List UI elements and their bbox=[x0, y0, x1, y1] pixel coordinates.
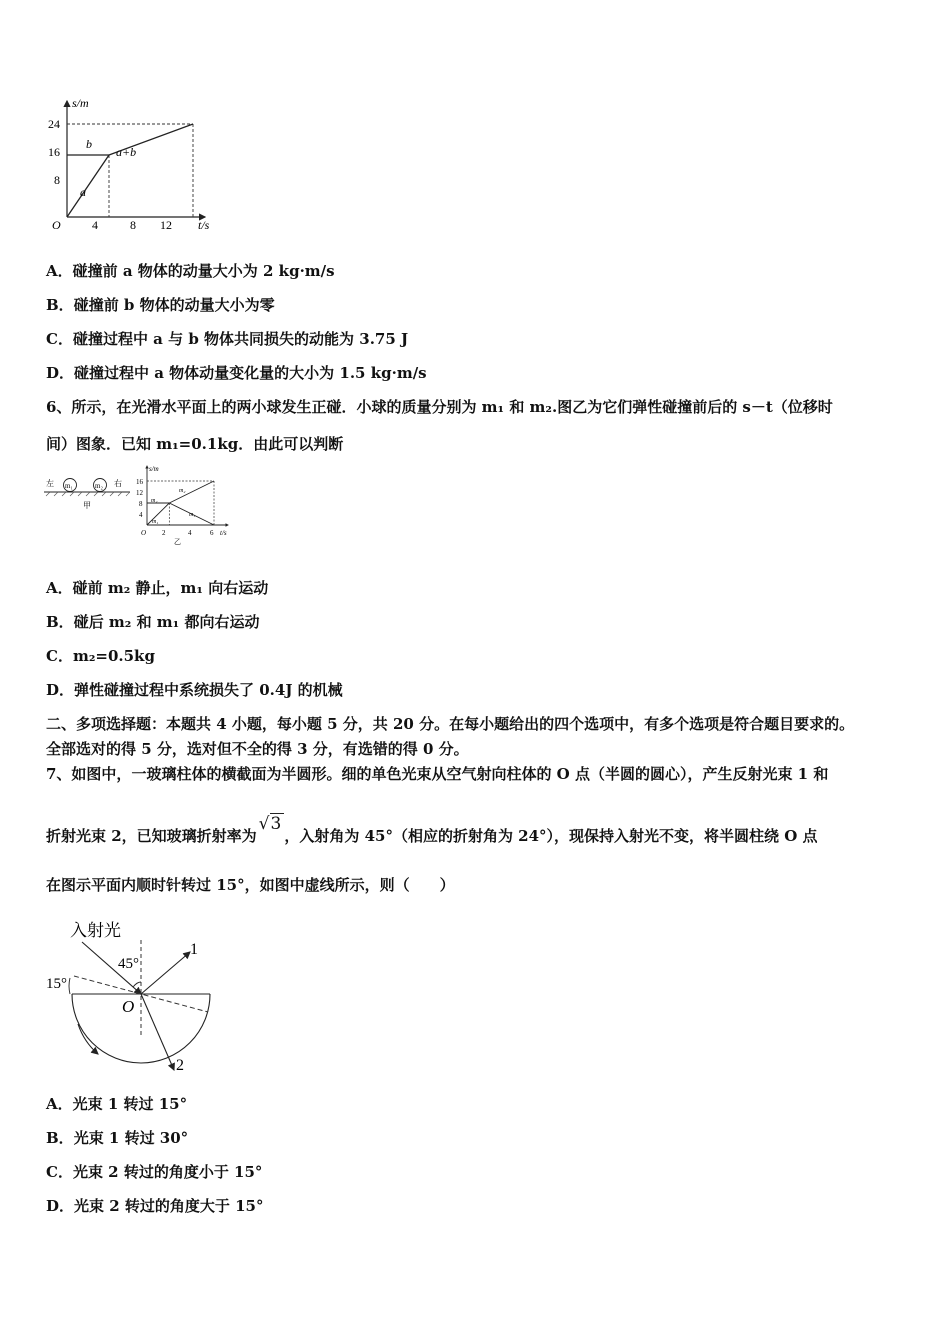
refracted-beam-2 bbox=[141, 994, 174, 1070]
option-letter: D． bbox=[46, 681, 75, 699]
x-tick-4: 4 bbox=[188, 529, 192, 537]
option-letter: D． bbox=[46, 364, 75, 382]
option-letter: A． bbox=[46, 1095, 73, 1113]
x-tick-12: 12 bbox=[160, 218, 172, 232]
option-letter: B． bbox=[46, 1129, 74, 1147]
q6-option-a bbox=[46, 578, 268, 598]
line-label-m2-after: m₂ bbox=[179, 488, 186, 494]
q7-stem-line2 bbox=[46, 814, 818, 846]
line-label-b: b bbox=[86, 137, 92, 151]
x-tick-2: 2 bbox=[162, 529, 166, 537]
option-letter: B． bbox=[46, 613, 74, 631]
y-tick-8: 8 bbox=[54, 173, 60, 187]
q6-option-c bbox=[46, 646, 155, 666]
option-text: 光束 2 转过的角度小于 15° bbox=[72, 1163, 263, 1181]
q7-stem-line1: 7、如图中，一玻璃柱体的横截面为半圆形。细的单色光束从空气射向柱体的 O 点（半圆的圆心），产生反射光束 1 和 bbox=[46, 765, 829, 783]
sqrt-symbol: √ bbox=[258, 814, 270, 834]
sqrt-value: 3 bbox=[270, 813, 285, 834]
figure-st-graph-1 bbox=[40, 95, 230, 235]
q7-option-c bbox=[46, 1162, 262, 1182]
beam-1-label: 1 bbox=[190, 941, 198, 958]
q7-option-a bbox=[46, 1094, 187, 1114]
origin-label: O bbox=[52, 218, 61, 232]
q7-stem-line2-part1: 折射光束 2，已知玻璃折射率为 bbox=[46, 827, 257, 845]
series-line-2 bbox=[169, 481, 214, 503]
option-letter: A． bbox=[46, 579, 73, 597]
option-text: 碰后 m₂ 和 m₁ 都向右运动 bbox=[73, 613, 260, 631]
q5-option-d bbox=[46, 363, 427, 383]
y-tick-4: 4 bbox=[139, 511, 143, 519]
y-axis-label: s/m bbox=[149, 465, 159, 473]
y-tick-24: 24 bbox=[48, 117, 60, 131]
beam-2-label: 2 bbox=[176, 1057, 184, 1074]
q5-option-a bbox=[46, 261, 335, 281]
angle-45-label: 45° bbox=[118, 956, 139, 972]
center-o-label: O bbox=[122, 997, 135, 1016]
origin-label: O bbox=[141, 529, 147, 537]
x-tick-8: 8 bbox=[130, 218, 136, 232]
q7-option-b bbox=[46, 1128, 188, 1148]
option-text: 光束 1 转过 15° bbox=[72, 1095, 188, 1113]
y-axis-label: s/m bbox=[72, 96, 89, 110]
incident-light-label: 入射光 bbox=[70, 921, 121, 940]
option-letter: B． bbox=[46, 296, 74, 314]
right-label: 右 bbox=[114, 479, 122, 488]
caption-jia: 甲 bbox=[83, 501, 91, 510]
option-text: 光束 2 转过的角度大于 15° bbox=[74, 1197, 264, 1215]
option-text: 碰撞前 a 物体的动量大小为 2 kg·m/s bbox=[72, 262, 335, 280]
option-letter: D． bbox=[46, 1197, 75, 1215]
y-tick-16: 16 bbox=[48, 145, 60, 159]
left-label: 左 bbox=[46, 479, 54, 488]
q5-option-c bbox=[46, 329, 408, 349]
angle-15-label: 15° bbox=[46, 976, 67, 992]
x-tick-4: 4 bbox=[92, 218, 98, 232]
q6-stem-line2: 间）图象．已知 m₁=0.1kg．由此可以判断 bbox=[46, 435, 344, 453]
line-label-m2-before: m₂ bbox=[151, 498, 158, 504]
figure-balls bbox=[44, 474, 130, 514]
x-axis-label: t/s bbox=[220, 529, 227, 537]
option-letter: C． bbox=[46, 1163, 73, 1181]
angle-15-arc bbox=[69, 978, 70, 994]
section2-line1: 二、多项选择题：本题共 4 小题，每小题 5 分，共 20 分。在每小题给出的四个选项中，有多个选项是符合题目要求的。 bbox=[46, 715, 855, 733]
option-letter: C． bbox=[46, 647, 73, 665]
q6-stem-line1: 6、所示，在光滑水平面上的两小球发生正碰．小球的质量分别为 m₁ 和 m₂.图乙为它们弹性碰撞前后的 s－t（位移时 bbox=[46, 398, 833, 416]
x-tick-6: 6 bbox=[210, 529, 214, 537]
option-text: 碰撞过程中 a 与 b 物体共同损失的动能为 3.75 J bbox=[72, 330, 409, 348]
option-text: 碰撞前 b 物体的动量大小为零 bbox=[73, 296, 275, 314]
line-label-a: a bbox=[80, 185, 86, 199]
ball-m2-label: m₂ bbox=[95, 482, 103, 490]
angle-45-arc bbox=[133, 982, 141, 987]
option-text: 光束 1 转过 30° bbox=[73, 1129, 189, 1147]
section2-line2: 全部选对的得 5 分，选对但不全的得 3 分，有选错的得 0 分。 bbox=[46, 740, 469, 758]
series-line-0 bbox=[67, 155, 109, 217]
option-letter: C． bbox=[46, 330, 73, 348]
q7-stem-line3: 在图示平面内顺时针转过 15°，如图中虚线所示，则（ ） bbox=[46, 876, 455, 894]
option-text: 弹性碰撞过程中系统损失了 0.4J 的机械 bbox=[74, 681, 343, 699]
q6-option-b bbox=[46, 612, 259, 632]
option-text: m₂=0.5kg bbox=[72, 647, 155, 665]
option-text: 碰前 m₂ 静止，m₁ 向右运动 bbox=[72, 579, 269, 597]
y-tick-16: 16 bbox=[136, 478, 143, 486]
line-label-m1-after: m₁ bbox=[189, 512, 196, 518]
y-tick-12: 12 bbox=[136, 489, 143, 497]
q6-option-d bbox=[46, 680, 343, 700]
y-tick-8: 8 bbox=[139, 500, 143, 508]
ball-m1-label: m₁ bbox=[65, 482, 73, 490]
figure-st-graph-2 bbox=[134, 462, 234, 546]
line-label-m1-before: m₁ bbox=[152, 519, 159, 525]
option-text: 碰撞过程中 a 物体动量变化量的大小为 1.5 kg·m/s bbox=[74, 364, 427, 382]
reflected-beam-1 bbox=[141, 952, 190, 994]
line-label-ab: a+b bbox=[116, 145, 137, 159]
q7-stem-line2-part2: ，入射角为 45°（相应的折射角为 24°），现保持入射光不变，将半圆柱绕 O 点 bbox=[284, 827, 818, 845]
caption-yi: 乙 bbox=[174, 538, 181, 546]
option-letter: A． bbox=[46, 262, 73, 280]
x-axis-label: t/s bbox=[198, 218, 210, 232]
q5-option-b bbox=[46, 295, 275, 315]
q7-option-d bbox=[46, 1196, 264, 1216]
figure-semicircle bbox=[40, 912, 230, 1082]
